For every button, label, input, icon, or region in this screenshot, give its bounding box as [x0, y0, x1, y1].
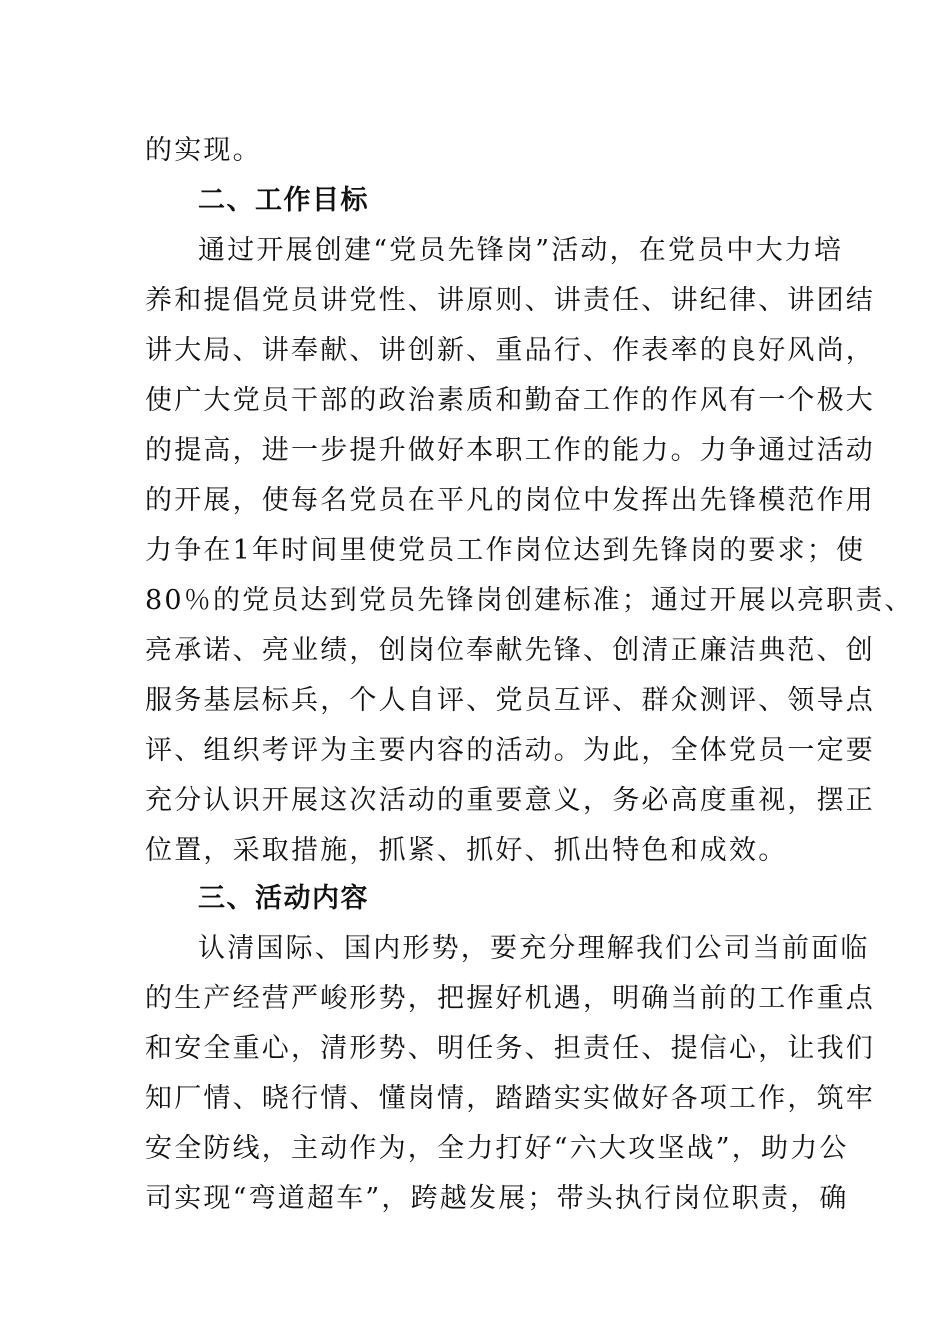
body-text-line: 安全防线，主动作为，全力打好“六大攻坚战”，助力公 [145, 1133, 849, 1164]
body-text-line: 力争在1年时间里使党员工作岗位达到先锋岗的要求；使 [145, 535, 866, 566]
body-text-line: 服务基层标兵，个人自评、党员互评、群众测评、领导点 [145, 685, 875, 716]
body-text-line: 的开展，使每名党员在平凡的岗位中发挥出先锋模范作用 [145, 485, 875, 516]
section-heading-activities: 三、活动内容 [198, 883, 369, 914]
body-text-line: 知厂情、晓行情、懂岗情，踏踏实实做好各项工作，筑牢 [145, 1083, 875, 1114]
body-text-line: 的实现。 [145, 135, 262, 166]
body-text-line: 养和提倡党员讲党性、讲原则、讲责任、讲纪律、讲团结 [145, 285, 875, 316]
body-text-line: 使广大党员干部的政治素质和勤奋工作的作风有一个极大 [145, 385, 875, 416]
paragraph-first-line: 认清国际、国内形势，要充分理解我们公司当前面临 [198, 933, 870, 964]
section-heading-goals: 二、工作目标 [198, 185, 369, 216]
body-text-line: 讲大局、讲奉献、讲创新、重品行、作表率的良好风尚， [145, 335, 875, 366]
body-text-line: 和安全重心，清形势、明任务、担责任、提信心，让我们 [145, 1033, 875, 1064]
body-text-line: 充分认识开展这次活动的重要意义，务必高度重视，摆正 [145, 785, 875, 816]
body-text-line: 亮承诺、亮业绩，创岗位奉献先锋、创清正廉洁典范、创 [145, 635, 875, 666]
body-text-line: 80％的党员达到党员先锋岗创建标准；通过开展以亮职责、 [145, 585, 914, 616]
body-text-line: 司实现“弯道超车”，跨越发展；带头执行岗位职责，确 [145, 1183, 849, 1214]
body-text-line: 的提高，进一步提升做好本职工作的能力。力争通过活动 [145, 435, 875, 466]
body-text-line: 评、组织考评为主要内容的活动。为此，全体党员一定要 [145, 735, 875, 766]
paragraph-first-line: 通过开展创建“党员先锋岗”活动，在党员中大力培 [198, 235, 844, 266]
body-text-line: 的生产经营严峻形势，把握好机遇，明确当前的工作重点 [145, 983, 875, 1014]
body-text-line: 位置，采取措施，抓紧、抓好、抓出特色和成效。 [145, 835, 788, 866]
